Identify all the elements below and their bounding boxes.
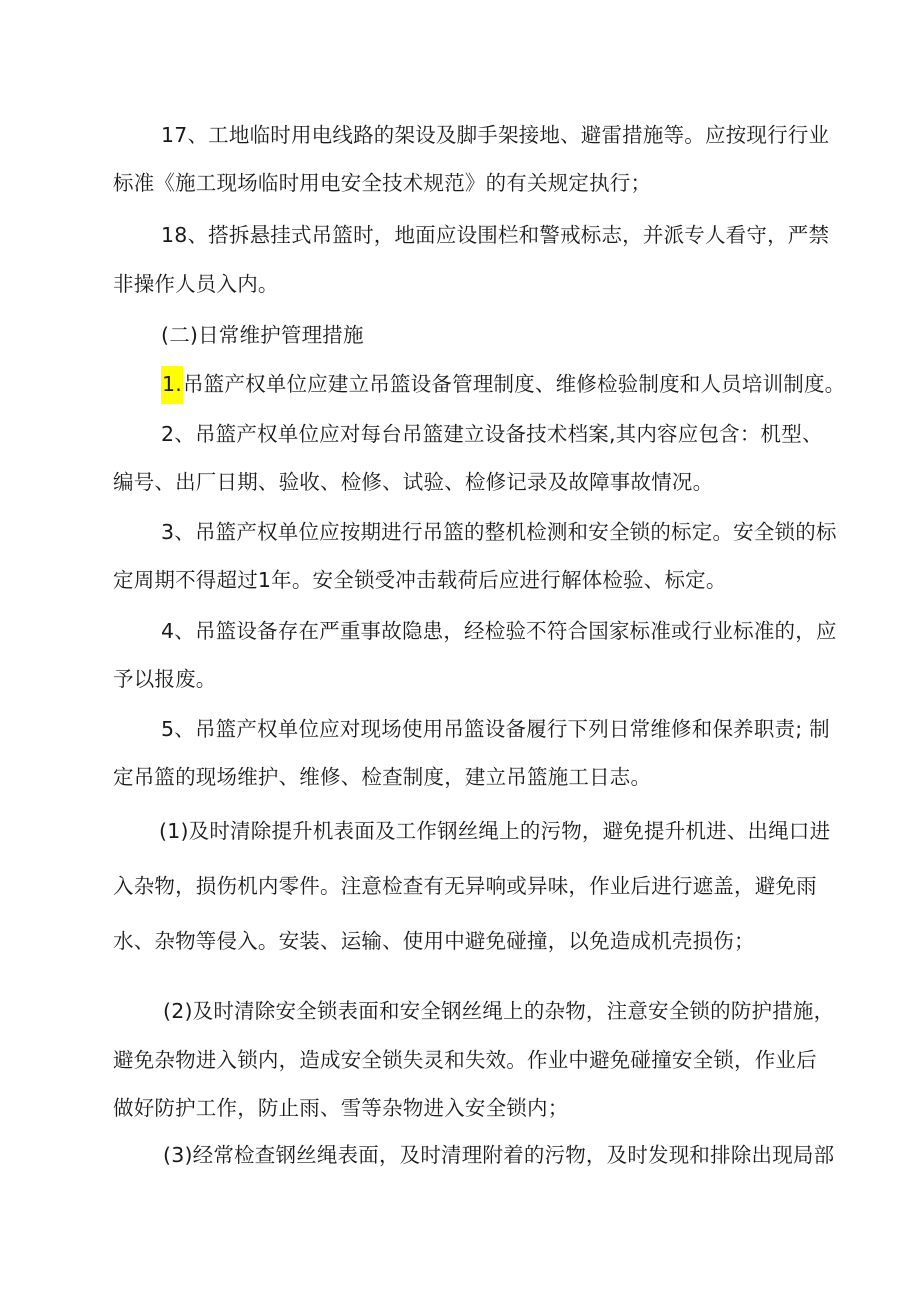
subitem-2-line-2: 避免杂物进入锁内，造成安全锁失灵和失效。作业中避免碰撞安全锁，作业后 xyxy=(113,1048,817,1072)
subitem-2-line-3: 做好防护工作，防止雨、雪等杂物进入安全锁内； xyxy=(113,1096,569,1120)
subitem-1-line-3: 水、杂物等侵入。安装、运输、使用中避免碰撞，以免造成机壳损伤； xyxy=(113,929,755,953)
item-1-text: 吊篮产权单位应建立吊篮设备管理制度、维修检验制度和人员培训制度。 xyxy=(182,372,846,396)
section-heading: (二)日常维护管理措施 xyxy=(161,323,364,347)
subitem-2-line-1: (2)及时清除安全锁表面和安全钢丝绳上的杂物，注意安全锁的防护措施， xyxy=(163,999,835,1023)
item-5-line-1: 5、吊篮产权单位应对现场使用吊篮设备履行下列日常维修和保养职责; 制 xyxy=(161,717,830,741)
item-18-line-1: 18、搭拆悬挂式吊篮时，地面应设围栏和警戒标志，并派专人看守，严禁 xyxy=(161,223,830,247)
item-3-line-1: 3、吊篮产权单位应按期进行吊篮的整机检测和安全锁的标定。安全锁的标 xyxy=(161,520,837,544)
highlighted-number: 1. xyxy=(161,366,183,404)
subitem-1-line-1: (1)及时清除提升机表面及工作钢丝绳上的污物，避免提升机进、出绳口进 xyxy=(159,819,831,843)
item-3-line-2: 定周期不得超过1年。安全锁受冲击载荷后应进行解体检验、标定。 xyxy=(113,568,727,592)
item-2-line-1: 2、吊篮产权单位应对每台吊篮建立设备技术档案,其内容应包含：机型、 xyxy=(161,422,823,446)
item-5-line-2: 定吊篮的现场维护、维修、检查制度，建立吊篮施工日志。 xyxy=(113,765,652,789)
item-18-line-2: 非操作人员入内。 xyxy=(113,272,279,296)
item-17-line-2: 标准《施工现场临时用电安全技术规范》的有关规定执行； xyxy=(113,171,652,195)
item-17-line-1: 17、工地临时用电线路的架设及脚手架接地、避雷措施等。应按现行行业 xyxy=(161,123,830,147)
item-2-line-2: 编号、出厂日期、验收、检修、试验、检修记录及故障事故情况。 xyxy=(113,470,714,494)
item-4-line-1: 4、吊篮设备存在严重事故隐患，经检验不符合国家标准或行业标准的，应 xyxy=(161,619,837,643)
subitem-3-line-1: (3)经常检查钢丝绳表面，及时清理附着的污物，及时发现和排除出现局部 xyxy=(163,1143,835,1167)
subitem-1-line-2: 入杂物，损伤机内零件。注意检查有无异响或异味，作业后进行遮盖，避免雨 xyxy=(113,874,817,898)
item-1-line-1 xyxy=(161,370,845,398)
item-4-line-2: 予以报废。 xyxy=(113,667,217,691)
